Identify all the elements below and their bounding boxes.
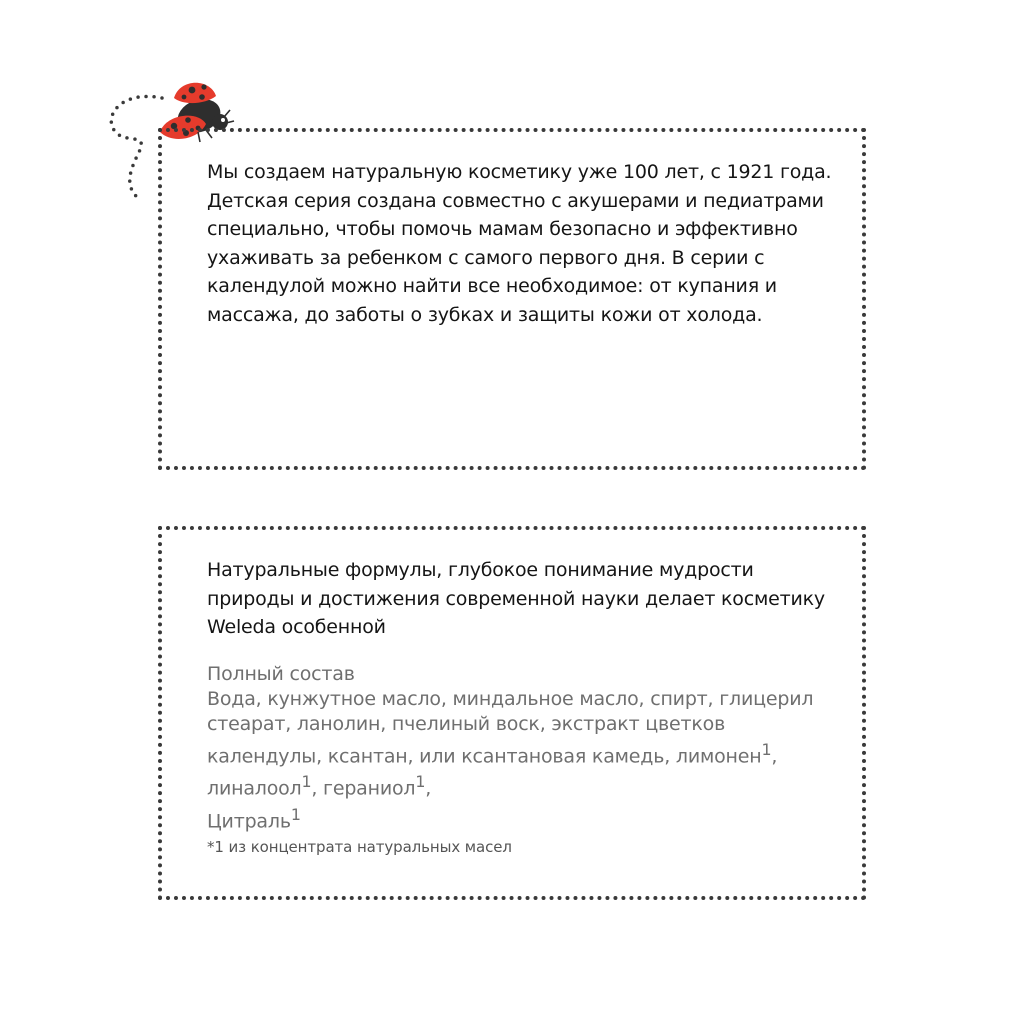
natural-formula-paragraph: Натуральные формулы, глубокое понимание мудрости природы и достижения современной науки делает косметику Weleda особенной — [207, 559, 825, 638]
composition-geraniol: , гераниол — [311, 777, 416, 800]
composition-title: Полный состав — [207, 663, 355, 685]
footnote-mark: 1 — [761, 740, 772, 759]
composition-text: Вода, кунжутное масло, миндальное масло, спирт, глицерил стеарат, ланолин, пчелиный воск, экстракт цветков календулы, ксантан, или ксантановая камедь, лимонен — [207, 688, 814, 768]
composition-citral: , Цитраль — [207, 777, 432, 832]
intro-paragraph: Мы создаем натуральную косметику уже 100 лет, с 1921 года. Детская серия создана совместно с акушерами и педиатрами специально, чтобы помочь мамам безопасно и эффективно ухаживать за ребенком с самого первого дня. В серии с календулой можно найти все необходимое: от купания и массажа, до заботы о зубках и защиты кожи от холода. — [207, 161, 832, 326]
composition-section — [207, 662, 837, 834]
composition-linalool: , линалоол — [207, 745, 778, 800]
footnote: *1 из концентрата натуральных масел — [207, 838, 512, 856]
footnote-mark: 1 — [415, 772, 426, 792]
footnote-mark: 1 — [290, 804, 301, 824]
footnote-mark: 1 — [301, 772, 312, 792]
